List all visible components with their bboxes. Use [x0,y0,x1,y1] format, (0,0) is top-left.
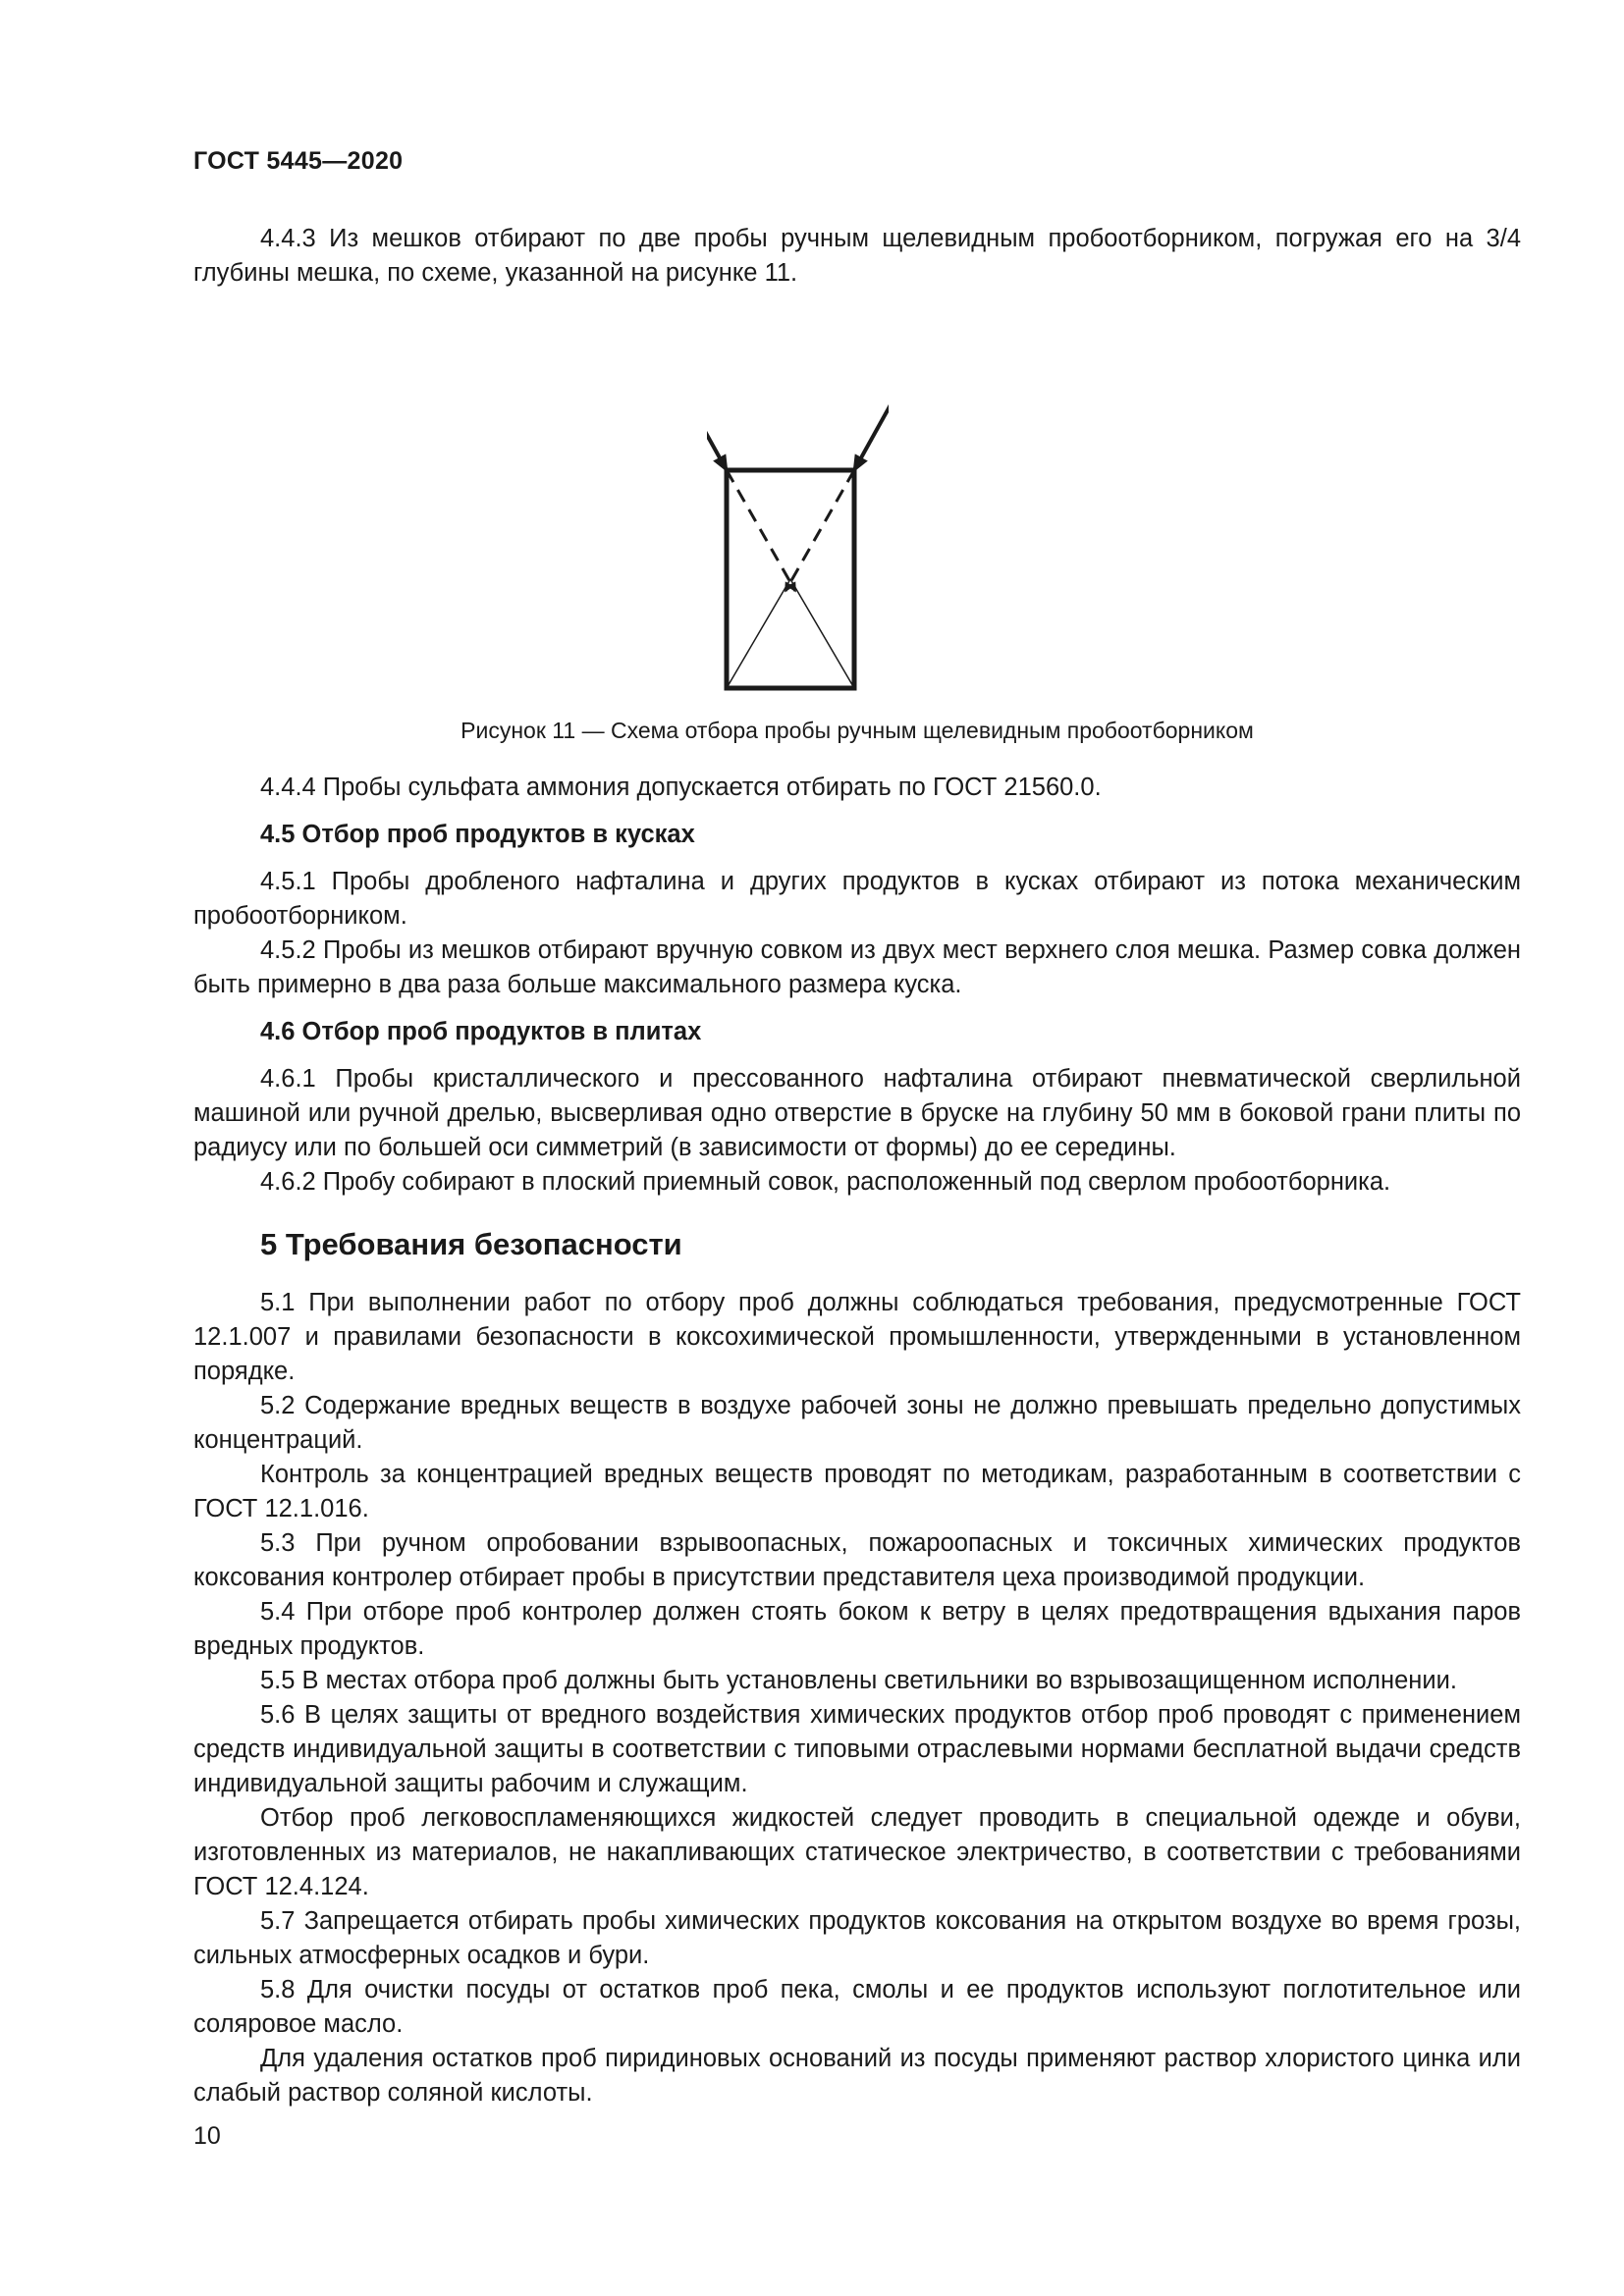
paragraph-4-4-3: 4.4.3 Из мешков отбирают по две пробы ручным щелевидным пробоотборником, погружая его на 3/4 глубины мешка, по схеме, указанной на рисунке 11. [193,225,1521,287]
left-insertion-arrow [707,382,727,470]
paragraph-5-7: 5.7 Запрещается отбирать пробы химических продуктов коксования на открытом воздухе во время грозы, сильных атмосферных осадков и бури. [193,1907,1521,1969]
sampling-scheme-diagram [707,382,889,698]
paragraph-5-3: 5.3 При ручном опробовании взрывоопасных, пожароопасных и токсичных химических продуктов коксования контролер отбирает пробы в присутствии представителя цеха производимой продукции. [193,1529,1521,1591]
paragraph-5-2-control: Контроль за концентрацией вредных веществ проводят по методикам, разработанным в соответствии с ГОСТ 12.1.016. [193,1461,1521,1522]
paragraph-5-5: 5.5 В местах отбора проб должны быть установлены светильники во взрывозащищенном исполнении. [260,1667,1457,1694]
paragraph-5-8-pyridine: Для удаления остатков проб пиридиновых оснований из посуды применяют раствор хлористого цинка или слабый раствор соляной кислоты. [193,2045,1521,2107]
paragraph-5-2: 5.2 Содержание вредных веществ в воздухе рабочей зоны не должно превышать предельно допустимых концентраций. [193,1392,1521,1454]
document-header: ГОСТ 5445—2020 [193,147,404,175]
paragraph-4-6-1: 4.6.1 Пробы кристаллического и прессованного нафталина отбирают пневматической сверлильной машиной или ручной дрелью, высверливая одно отверстие в бруске на глубину 50 мм в боковой грани плиты по радиусу или по большей оси симметрий (в зависимости от формы) до ее середины. [193,1065,1521,1161]
right-insertion-arrow [854,382,889,470]
paragraph-5-4: 5.4 При отборе проб контролер должен стоять боком к ветру в целях предотвращения вдыхания паров вредных продуктов. [193,1598,1521,1660]
paragraph-4-5-1: 4.5.1 Пробы дробленого нафталина и других продуктов в кусках отбирают из потока механическим пробоотборником. [193,868,1521,930]
paragraph-4-6-2: 4.6.2 Пробу собирают в плоский приемный совок, расположенный под сверлом пробоотборника. [260,1168,1391,1196]
right-lower-line [790,579,854,688]
section-heading-5: 5 Требования безопасности [260,1227,682,1261]
paragraph-4-5-2: 4.5.2 Пробы из мешков отбирают вручную совком из двух мест верхнего слоя мешка. Размер совка должен быть примерно в два раза больше максимального размера куска. [193,936,1521,998]
right-dashed-path [785,470,854,591]
left-lower-line [727,579,790,688]
section-heading-4-5: 4.5 Отбор проб продуктов в кусках [260,821,695,848]
section-heading-4-6: 4.6 Отбор проб продуктов в плитах [260,1018,702,1045]
paragraph-5-6-liquids: Отбор проб легковоспламеняющихся жидкостей следует проводить в специальной одежде и обуви, изготовленных из материалов, не накапливающих статическое электричество, в соответствии с требованиями ГОСТ 12.4.124. [193,1804,1521,1900]
page-number: 10 [193,2122,221,2150]
paragraph-5-6: 5.6 В целях защиты от вредного воздействия химических продуктов отбор проб проводят с применением средств индивидуальной защиты в соответствии с типовыми отраслевыми нормами бесплатной выдачи средств индивидуальной защиты рабочим и служащим. [193,1701,1521,1797]
figure-11 [193,291,1521,743]
paragraph-5-1: 5.1 При выполнении работ по отбору проб должны соблюдаться требования, предусмотренные ГОСТ 12.1.007 и правилами безопасности в коксохимической промышленности, утвержденными в установленном порядке. [193,1289,1521,1385]
document-body [193,222,1521,2110]
figure-caption: Рисунок 11 — Схема отбора пробы ручным щелевидным пробоотборником [460,718,1254,743]
left-dashed-path [727,470,795,591]
paragraph-5-8: 5.8 Для очистки посуды от остатков проб пека, смолы и ее продуктов используют поглотительное или соляровое масло. [193,1976,1521,2038]
paragraph-4-4-4: 4.4.4 Пробы сульфата аммония допускается отбирать по ГОСТ 21560.0. [260,774,1102,801]
